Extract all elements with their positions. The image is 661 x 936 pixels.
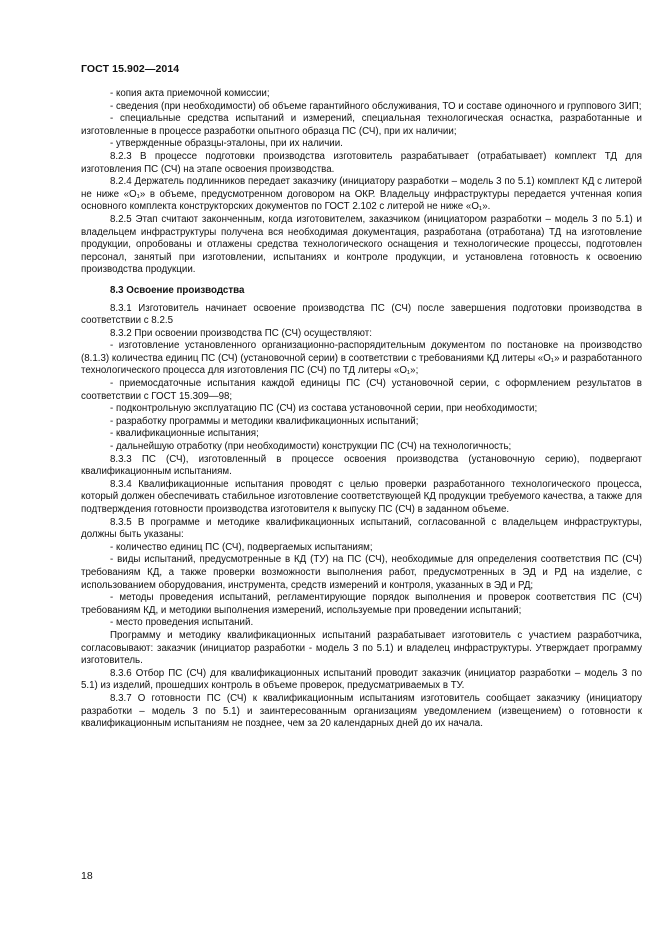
paragraph: 8.2.3 В процессе подготовки производства изготовитель разрабатывает (отрабатывает) комплект ТД для изготовления ПС (СЧ) на этапе освоения производства.	[81, 150, 642, 175]
paragraph: 8.3.4 Квалификационные испытания проводят с целью проверки разработанного технологического процесса, который должен обеспечивать стабильное изготовление соответствующей КД продукции требуемого качества, а также для подтверждения готовности производства изготовителя к выпуску ПС (СЧ) в заданном объеме.	[81, 478, 642, 515]
paragraph: - приемосдаточные испытания каждой единицы ПС (СЧ) установочной серии, с оформлением результатов в соответствии с ГОСТ 15.309—98;	[81, 378, 642, 402]
paragraph: - копия акта приемочной комиссии;	[110, 88, 270, 99]
paragraph: - сведения (при необходимости) об объеме гарантийного обслуживания, ТО и составе одиночного и группового ЗИП;	[110, 100, 642, 112]
paragraph: - дальнейшую отработку (при необходимости) конструкции ПС (СЧ) на технологичность;	[110, 441, 512, 453]
paragraph: - виды испытаний, предусмотренные в КД (ТУ) на ПС (СЧ), необходимые для определения соответствия ПС (СЧ) требованиям КД, а также проверки возможности выполнения работ, предусмотренных в ЭД и РД на изделие, с использованием оборудования, инструмента, средств измерений и контроля, указанных в ЭД и РД;	[81, 554, 642, 591]
paragraph: 8.2.4 Держатель подлинников передает заказчику (инициатору разработки – модель 3 по 5.1) комплект КД с литерой не ниже «О₁» в объеме, предусмотренном договором на ОКР. Владельцу инфраструктуры передается учтенная копия основного комплекта конструкторских документов по ГОСТ 2.102 с литерой не ниже «О₁».	[81, 176, 642, 213]
paragraph: Программу и методику квалификационных испытаний разрабатывает изготовитель с участием разработчика, согласовывают: заказчик (инициатор разработки - модель 3 по 5.1) и владелец инфраструктуры. Утверждает программу изготовитель.	[81, 629, 642, 667]
paragraph: 8.3.5 В программе и методике квалификационных испытаний, согласованной с владельцем инфраструктуры, должны быть указаны:	[81, 516, 642, 541]
paragraph: 8.3.3 ПС (СЧ), изготовленный в процессе освоения производства (установочную серию), подвергают квалификационным испытаниям.	[81, 453, 642, 478]
paragraph: - разработку программы и методики квалификационных испытаний;	[110, 415, 419, 427]
paragraph: - изготовление установленного организационно-распорядительным документом по постановке на производство (8.1.3) количества единиц ПС (СЧ) (установочной серии) в соответствии с требованиями КД литеры «О₁» и разработанного технологического процесса для изготовления ПС (СЧ) по ТД литеры «О₁»;	[81, 340, 642, 377]
paragraph: - методы проведения испытаний, регламентирующие порядок выполнения и проверок соответствия ПС (СЧ) требованиям КД, и методики выполнения измерений, используемые при проведении испытаний;	[81, 592, 642, 616]
section-heading: 8.3 Освоение производства	[110, 284, 245, 296]
paragraph: 8.3.1 Изготовитель начинает освоение производства ПС (СЧ) после завершения подготовки производства в соответствии с 8.2.5	[81, 302, 642, 327]
paragraph: 8.3.6 Отбор ПС (СЧ) для квалификационных испытаний проводит заказчик (инициатор разработки – модель 3 по 5.1) из изделий, прошедших контроль в объеме проверок, предусматриваемых в ТУ.	[81, 667, 642, 692]
paragraph: 8.3.7 О готовности ПС (СЧ) к квалификационным испытаниям изготовитель сообщает заказчику (инициатору разработки – модель 3 по 5.1) и заинтересованным организациям уведомлением (извещением) о готовности к квалификационным испытаниям не позднее, чем за 20 календарных дней до их начала.	[81, 692, 642, 730]
paragraph: - подконтрольную эксплуатацию ПС (СЧ) из состава установочной серии, при необходимости;	[110, 403, 538, 415]
paragraph: - утвержденные образцы-эталоны, при их наличии.	[110, 138, 343, 150]
paragraph: - место проведения испытаний.	[110, 617, 254, 629]
document-header: ГОСТ 15.902—2014	[81, 63, 180, 75]
page-number: 18	[81, 870, 93, 882]
paragraph: 8.2.5 Этап считают законченным, когда изготовителем, заказчиком (инициатором разработки – модель 3 по 5.1) и владельцем инфраструктуры получена вся необходимая документация, разработана (отработана) ТД на изготовление продукции, опробованы и отлажены средства технологического оснащения и технологические процессы, подготовлен персонал, занятый при изготовлении, испытаниях и контроле продукции, и установлена готовность к освоению производства продукции.	[81, 213, 642, 276]
paragraph: 8.3.2 При освоении производства ПС (СЧ) осуществляют:	[110, 327, 372, 339]
paragraph: - квалификационные испытания;	[110, 428, 259, 440]
document-body	[81, 88, 642, 731]
paragraph: - количество единиц ПС (СЧ), подвергаемых испытаниям;	[110, 541, 373, 553]
paragraph: - специальные средства испытаний и измерений, специальная технологическая оснастка, разработанные и изготовленные в процессе разработки опытного образца ПС (СЧ), при их наличии;	[81, 113, 642, 137]
